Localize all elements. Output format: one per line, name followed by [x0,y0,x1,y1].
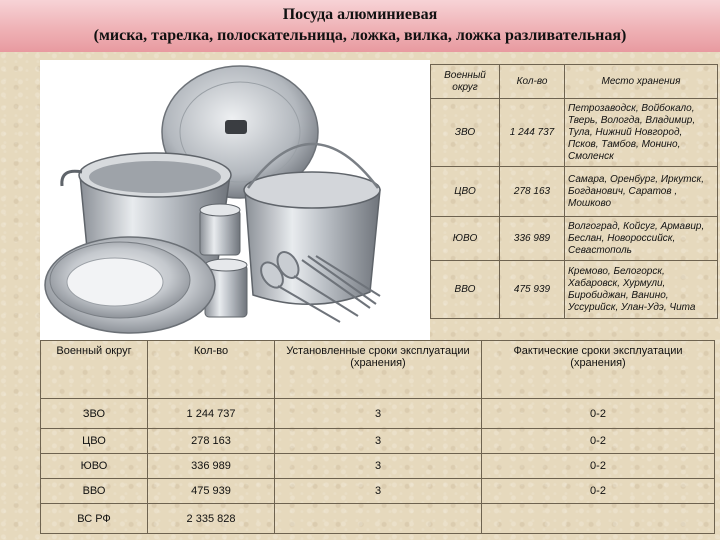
storage-place-cell: Волгоград, Койсуг, Армавир, Беслан, Новороссийск, Севастополь [565,217,718,261]
header-storage-place: Место хранения [565,65,718,99]
actual-terms-cell: 0-2 [482,429,715,454]
established-terms-cell [275,504,482,534]
table-row [431,99,718,167]
quantity-cell: 1 244 737 [148,399,275,429]
quantity-cell: 278 163 [148,429,275,454]
quantity-cell: 1 244 737 [500,99,565,167]
service-life-table [40,340,715,534]
header-established-terms: Установленные сроки эксплуатации (хранения) [275,341,482,399]
storage-locations-table [430,64,718,319]
table-row [41,454,715,479]
cookware-illustration [40,60,430,340]
established-terms-cell: 3 [275,399,482,429]
district-cell: ЗВО [431,99,500,167]
established-terms-cell: 3 [275,454,482,479]
table-row [41,429,715,454]
table-row [41,399,715,429]
table-row-total [41,504,715,534]
actual-terms-cell [482,504,715,534]
quantity-cell: 278 163 [500,167,565,217]
header-quantity: Кол-во [148,341,275,399]
page-subtitle: (миска, тарелка, полоскательница, ложка, вилка, ложка разливательная) [93,27,627,44]
storage-place-cell: Кремово, Белогорск, Хабаровск, Хурмули, Биробиджан, Ванино, Уссурийск, Улан-Удэ, Чита [565,261,718,319]
district-cell: ЮВО [431,217,500,261]
district-cell: ВВО [41,479,148,504]
title-band [0,0,720,52]
district-cell: ЗВО [41,399,148,429]
storage-place-cell: Петрозаводск, Войбокало, Тверь, Вологда, Владимир, Тула, Нижний Новгород, Псков, Тамбов, Монино, Смоленск [565,99,718,167]
header-district: Военный округ [431,65,500,99]
table-row [431,261,718,319]
table-row [431,167,718,217]
page-title: Посуда алюминиевая [282,6,438,23]
header-quantity: Кол-во [500,65,565,99]
quantity-cell: 475 939 [500,261,565,319]
header-actual-terms: Фактические сроки эксплуатации (хранения) [482,341,715,399]
aluminum-cookware-set-image [40,60,430,340]
quantity-cell: 475 939 [148,479,275,504]
actual-terms-cell: 0-2 [482,454,715,479]
table-row [41,479,715,504]
quantity-cell: 2 335 828 [148,504,275,534]
quantity-cell: 336 989 [500,217,565,261]
established-terms-cell: 3 [275,429,482,454]
actual-terms-cell: 0-2 [482,479,715,504]
table-row [431,217,718,261]
district-cell: ВС РФ [41,504,148,534]
district-cell: ЦВО [41,429,148,454]
district-cell: ЮВО [41,454,148,479]
district-cell: ЦВО [431,167,500,217]
district-cell: ВВО [431,261,500,319]
established-terms-cell: 3 [275,479,482,504]
storage-place-cell: Самара, Оренбург, Иркутск, Богданович, Саратов , Мошково [565,167,718,217]
quantity-cell: 336 989 [148,454,275,479]
header-district: Военный округ [41,341,148,399]
actual-terms-cell: 0-2 [482,399,715,429]
